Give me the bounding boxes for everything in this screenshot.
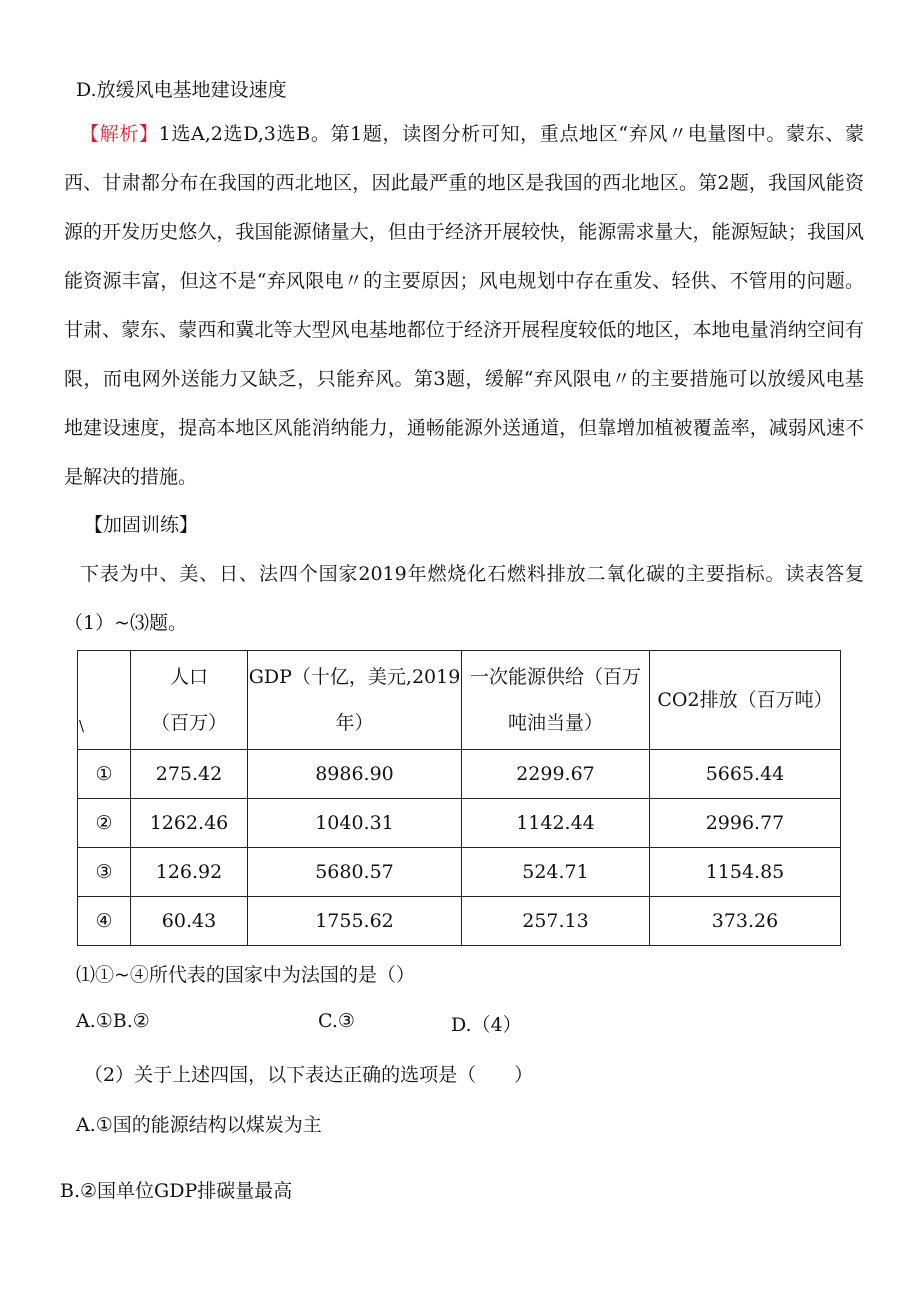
row-id: ① bbox=[78, 750, 131, 799]
row-id: ④ bbox=[78, 897, 131, 946]
cell-energy-supply: 1142.44 bbox=[462, 799, 650, 848]
cell-population: 1262.46 bbox=[131, 799, 248, 848]
cell-gdp: 1040.31 bbox=[248, 799, 462, 848]
cell-energy-supply: 257.13 bbox=[462, 897, 650, 946]
cell-co2: 373.26 bbox=[650, 897, 841, 946]
cell-gdp: 5680.57 bbox=[248, 848, 462, 897]
question-1-option-d: D.（4） bbox=[451, 1014, 522, 1036]
header-population: 人口 （百万） bbox=[131, 651, 248, 750]
intro-paragraph: 下表为中、美、日、法四个国家2019年燃烧化石燃料排放二氧化碳的主要指标。读表答复（1）~⑶题。 bbox=[64, 563, 864, 634]
header-gdp: GDP（十亿，美元,2019年） bbox=[248, 651, 462, 750]
cell-population: 60.43 bbox=[131, 897, 248, 946]
table-header-row bbox=[78, 651, 841, 750]
question-1-option-c: C.③ bbox=[318, 1010, 355, 1032]
option-d-previous: D.放缓风电基地建设速度 bbox=[76, 79, 287, 101]
analysis-label: 【解析】 bbox=[80, 123, 159, 145]
analysis-paragraph bbox=[64, 110, 864, 502]
cell-population: 275.42 bbox=[131, 750, 248, 799]
cell-co2: 2996.77 bbox=[650, 799, 841, 848]
cell-gdp: 1755.62 bbox=[248, 897, 462, 946]
cell-co2: 5665.44 bbox=[650, 750, 841, 799]
question-1-stem: ⑴①~④所代表的国家中为法国的是（） bbox=[76, 964, 415, 986]
header-energy-supply: 一次能源供给（百万吨油当量） bbox=[462, 651, 650, 750]
table-row bbox=[78, 799, 841, 848]
cell-energy-supply: 2299.67 bbox=[462, 750, 650, 799]
question-2-option-b: B.②国单位GDP排碳量最高 bbox=[60, 1180, 293, 1202]
table-corner-cell bbox=[78, 651, 131, 750]
cell-co2: 1154.85 bbox=[650, 848, 841, 897]
question-2-stem: （2）关于上述四国，以下表达正确的选项是（ ） bbox=[84, 1064, 534, 1086]
cell-gdp: 8986.90 bbox=[248, 750, 462, 799]
indicator-table bbox=[77, 650, 841, 946]
header-co2: CO2排放（百万吨） bbox=[650, 651, 841, 750]
question-2-option-a: A.①国的能源结构以煤炭为主 bbox=[76, 1114, 322, 1136]
row-id: ② bbox=[78, 799, 131, 848]
corner-mark: \ bbox=[79, 717, 85, 735]
section-title: 【加固训练】 bbox=[84, 514, 199, 536]
cell-population: 126.92 bbox=[131, 848, 248, 897]
table-row bbox=[78, 897, 841, 946]
row-id: ③ bbox=[78, 848, 131, 897]
analysis-text: 1选A,2选D,3选B。第1题，读图分析可知，重点地区“弃风〃电量图中。蒙东、蒙西、甘肃都分布在我国的西北地区，因此最严重的地区是我国的西北地区。第2题，我国风能资源的开发历史悠久，我国能源储量大，但由于经济开展较快，能源需求量大，能源短缺；我国风能资源丰富，但这不是“弃风限电〃的主要原因；风电规划中存在重发、轻供、不管用的问题。甘肃、蒙东、蒙西和冀北等大型风电基地都位于经济开展程度较低的地区，本地电量消纳空间有限，而电网外送能力又缺乏，只能弃风。第3题，缓解“弃风限电〃的主要措施可以放缓风电基地建设速度，提高本地区风能消纳能力，通畅能源外送通道，但靠增加植被覆盖率，减弱风速不是解决的措施。 bbox=[64, 123, 864, 488]
table-row bbox=[78, 750, 841, 799]
table-row bbox=[78, 848, 841, 897]
question-1-option-ab: A.①B.② bbox=[76, 1010, 150, 1032]
cell-energy-supply: 524.71 bbox=[462, 848, 650, 897]
